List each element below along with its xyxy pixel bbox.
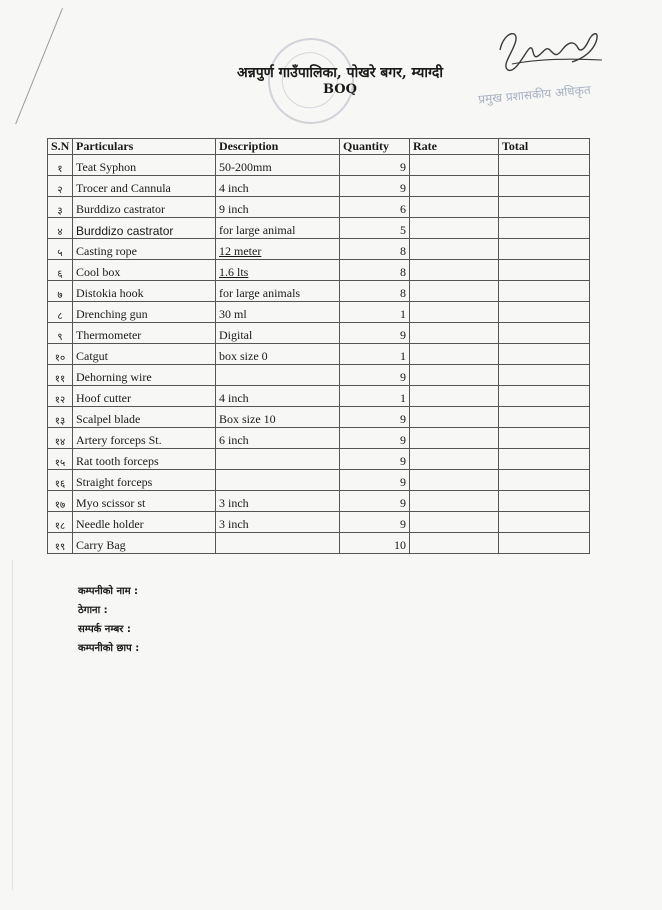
cell-particulars-text: Rat tooth forceps	[76, 454, 159, 468]
cell-particulars-text: Scalpel blade	[76, 412, 141, 426]
table-row	[48, 176, 590, 197]
boq-table	[47, 138, 590, 554]
cell-description-text: 3 inch	[219, 517, 249, 531]
cell-particulars-text: Drenching gun	[76, 307, 148, 321]
cell-description	[216, 386, 340, 407]
cell-total	[499, 176, 590, 197]
header-description: Description	[216, 139, 340, 155]
cell-quantity	[340, 281, 410, 302]
cell-particulars	[73, 155, 216, 176]
table-header-row	[48, 139, 590, 155]
cell-description-text: 3 inch	[219, 496, 249, 510]
cell-total	[499, 407, 590, 428]
table-row	[48, 155, 590, 176]
cell-total	[499, 155, 590, 176]
header-rate: Rate	[410, 139, 499, 155]
cell-description	[216, 491, 340, 512]
signature	[492, 20, 612, 80]
cell-sn-text: १२	[54, 395, 66, 406]
cell-description	[216, 218, 340, 239]
cell-sn	[48, 407, 73, 428]
cell-particulars-text: Straight forceps	[76, 475, 153, 489]
cell-sn	[48, 155, 73, 176]
cell-description	[216, 155, 340, 176]
cell-description-text: 4 inch	[219, 181, 249, 195]
cell-sn-text: ९	[57, 332, 63, 343]
cell-sn-text: १९	[54, 542, 66, 553]
table-row	[48, 281, 590, 302]
cell-particulars-text: Burddizo castrator	[76, 202, 165, 216]
cell-description	[216, 239, 340, 260]
cell-description-text: Box size 10	[219, 412, 276, 426]
cell-sn	[48, 470, 73, 491]
cell-description	[216, 197, 340, 218]
cell-particulars	[73, 512, 216, 533]
table-row	[48, 512, 590, 533]
cell-quantity-text: 5	[400, 223, 406, 237]
document-subtitle: BOQ	[323, 82, 357, 97]
table-row	[48, 470, 590, 491]
cell-description	[216, 365, 340, 386]
cell-sn-text: १५	[54, 458, 66, 469]
cell-quantity	[340, 407, 410, 428]
scan-artifact-line	[15, 8, 63, 124]
cell-total	[499, 533, 590, 554]
table-row	[48, 260, 590, 281]
cell-description-text: 4 inch	[219, 391, 249, 405]
table-row	[48, 323, 590, 344]
cell-description-text: for large animals	[219, 286, 301, 300]
cell-rate	[410, 428, 499, 449]
cell-sn-text: १८	[54, 521, 66, 532]
cell-total	[499, 218, 590, 239]
cell-total	[499, 470, 590, 491]
cell-rate	[410, 281, 499, 302]
cell-description	[216, 449, 340, 470]
table-row	[48, 239, 590, 260]
cell-quantity-text: 8	[400, 265, 406, 279]
cell-quantity	[340, 323, 410, 344]
cell-quantity-text: 9	[400, 328, 406, 342]
header-sn: S.N	[48, 139, 73, 155]
cell-rate	[410, 239, 499, 260]
cell-total	[499, 491, 590, 512]
cell-particulars-text: Distokia hook	[76, 286, 144, 300]
cell-quantity-text: 10	[394, 538, 406, 552]
cell-rate	[410, 176, 499, 197]
cell-particulars-text: Carry Bag	[76, 538, 126, 552]
cell-particulars	[73, 323, 216, 344]
company-seal-label: कम्पनीको छाप :	[78, 643, 140, 654]
cell-particulars	[73, 281, 216, 302]
cell-total	[499, 344, 590, 365]
cell-rate	[410, 470, 499, 491]
cell-sn-text: ५	[57, 248, 63, 259]
document-title: अन्नपुर्ण गाउँपालिका, पोखरे बगर, म्याग्दी	[237, 65, 443, 81]
table-row	[48, 491, 590, 512]
cell-particulars-text: Casting rope	[76, 244, 137, 258]
cell-sn	[48, 344, 73, 365]
cell-description-text: for large animal	[219, 223, 296, 237]
document-header	[200, 64, 480, 98]
table-body	[48, 155, 590, 554]
table-row	[48, 386, 590, 407]
cell-description-text: 30 ml	[219, 307, 247, 321]
cell-total	[499, 323, 590, 344]
cell-sn-text: ६	[57, 269, 63, 280]
cell-total	[499, 239, 590, 260]
cell-quantity-text: 1	[400, 307, 406, 321]
cell-description	[216, 281, 340, 302]
header-quantity: Quantity	[340, 139, 410, 155]
cell-total	[499, 428, 590, 449]
cell-sn	[48, 281, 73, 302]
cell-description-text: 1.6 lts	[219, 265, 249, 279]
cell-quantity	[340, 386, 410, 407]
header-particulars: Particulars	[73, 139, 216, 155]
table-row	[48, 449, 590, 470]
cell-particulars	[73, 533, 216, 554]
cell-particulars	[73, 218, 216, 239]
cell-sn	[48, 239, 73, 260]
cell-description	[216, 533, 340, 554]
cell-quantity-text: 1	[400, 349, 406, 363]
cell-quantity	[340, 428, 410, 449]
cell-particulars	[73, 197, 216, 218]
cell-quantity-text: 8	[400, 244, 406, 258]
cell-quantity-text: 9	[400, 412, 406, 426]
cell-particulars	[73, 470, 216, 491]
cell-particulars-text: Needle holder	[76, 517, 144, 531]
cell-particulars-text: Cool box	[76, 265, 121, 279]
cell-sn	[48, 176, 73, 197]
cell-quantity	[340, 239, 410, 260]
cell-description-text: 12 meter	[219, 244, 262, 258]
cell-particulars	[73, 302, 216, 323]
cell-quantity-text: 9	[400, 433, 406, 447]
cell-particulars	[73, 176, 216, 197]
scan-artifact-line	[12, 560, 13, 890]
cell-total	[499, 302, 590, 323]
cell-quantity	[340, 491, 410, 512]
cell-quantity	[340, 533, 410, 554]
cell-rate	[410, 407, 499, 428]
cell-sn-text: ११	[54, 374, 66, 385]
cell-particulars	[73, 491, 216, 512]
cell-total	[499, 512, 590, 533]
table-row	[48, 407, 590, 428]
cell-sn	[48, 428, 73, 449]
cell-rate	[410, 323, 499, 344]
cell-particulars	[73, 239, 216, 260]
cell-quantity	[340, 344, 410, 365]
cell-rate	[410, 155, 499, 176]
cell-particulars-text: Catgut	[76, 349, 108, 363]
cell-particulars-text: Burddizo castrator	[76, 224, 174, 238]
cell-sn	[48, 533, 73, 554]
cell-description	[216, 176, 340, 197]
cell-quantity	[340, 218, 410, 239]
cell-quantity-text: 1	[400, 391, 406, 405]
cell-rate	[410, 533, 499, 554]
cell-rate	[410, 491, 499, 512]
cell-description	[216, 344, 340, 365]
cell-description-text: 9 inch	[219, 202, 249, 216]
cell-quantity	[340, 197, 410, 218]
cell-sn-text: ३	[57, 206, 63, 217]
cell-description	[216, 302, 340, 323]
cell-sn-text: १६	[54, 479, 66, 490]
cell-sn	[48, 218, 73, 239]
cell-quantity-text: 9	[400, 475, 406, 489]
cell-quantity-text: 9	[400, 181, 406, 195]
table-row	[48, 344, 590, 365]
cell-particulars-text: Hoof cutter	[76, 391, 131, 405]
cell-quantity-text: 9	[400, 160, 406, 174]
cell-sn-text: ७	[57, 290, 63, 301]
cell-quantity	[340, 365, 410, 386]
cell-total	[499, 260, 590, 281]
cell-sn	[48, 260, 73, 281]
cell-rate	[410, 365, 499, 386]
cell-total	[499, 386, 590, 407]
cell-total	[499, 197, 590, 218]
cell-description	[216, 260, 340, 281]
cell-particulars-text: Thermometer	[76, 328, 142, 342]
cell-particulars-text: Dehorning wire	[76, 370, 152, 384]
table-row	[48, 302, 590, 323]
cell-rate	[410, 218, 499, 239]
cell-description-text: 6 inch	[219, 433, 249, 447]
cell-sn-text: ८	[57, 311, 63, 322]
cell-description	[216, 428, 340, 449]
cell-sn	[48, 386, 73, 407]
company-name-label: कम्पनीको नाम :	[78, 586, 139, 597]
cell-quantity	[340, 176, 410, 197]
cell-sn-text: १०	[54, 353, 66, 364]
cell-rate	[410, 302, 499, 323]
cell-sn	[48, 302, 73, 323]
cell-particulars-text: Artery forceps St.	[76, 433, 162, 447]
cell-quantity-text: 9	[400, 370, 406, 384]
cell-particulars	[73, 428, 216, 449]
cell-particulars	[73, 260, 216, 281]
cell-sn	[48, 197, 73, 218]
cell-sn-text: २	[57, 185, 63, 196]
cell-particulars	[73, 386, 216, 407]
cell-quantity	[340, 470, 410, 491]
header-total: Total	[499, 139, 590, 155]
cell-rate	[410, 197, 499, 218]
cell-quantity	[340, 449, 410, 470]
cell-description	[216, 512, 340, 533]
cell-rate	[410, 260, 499, 281]
cell-total	[499, 365, 590, 386]
cell-rate	[410, 344, 499, 365]
table-row	[48, 218, 590, 239]
cell-particulars	[73, 407, 216, 428]
cell-description	[216, 470, 340, 491]
cell-particulars	[73, 344, 216, 365]
cell-quantity-text: 9	[400, 454, 406, 468]
officer-stamp-text: प्रमुख प्रशासकीय अधिकृत	[477, 82, 592, 107]
cell-sn	[48, 323, 73, 344]
cell-total	[499, 449, 590, 470]
cell-quantity-text: 9	[400, 496, 406, 510]
cell-sn	[48, 491, 73, 512]
cell-quantity-text: 8	[400, 286, 406, 300]
table-row	[48, 533, 590, 554]
cell-rate	[410, 386, 499, 407]
cell-quantity	[340, 302, 410, 323]
company-contact-label: सम्पर्क नम्बर :	[78, 624, 131, 635]
cell-total	[499, 281, 590, 302]
cell-description	[216, 407, 340, 428]
cell-quantity	[340, 155, 410, 176]
cell-particulars-text: Teat Syphon	[76, 160, 137, 174]
table-row	[48, 197, 590, 218]
cell-sn	[48, 365, 73, 386]
cell-description-text: box size 0	[219, 349, 268, 363]
cell-sn-text: १७	[54, 500, 66, 511]
cell-sn-text: १	[57, 164, 63, 175]
cell-rate	[410, 449, 499, 470]
cell-particulars-text: Myo scissor st	[76, 496, 146, 510]
cell-particulars-text: Trocer and Cannula	[76, 181, 171, 195]
cell-particulars	[73, 449, 216, 470]
company-details	[78, 582, 139, 658]
cell-sn-text: १३	[54, 416, 66, 427]
cell-quantity	[340, 260, 410, 281]
company-address-label: ठेगाना :	[78, 605, 108, 616]
cell-quantity-text: 9	[400, 517, 406, 531]
cell-quantity-text: 6	[400, 202, 406, 216]
cell-sn	[48, 512, 73, 533]
cell-description	[216, 323, 340, 344]
cell-quantity	[340, 512, 410, 533]
table-row	[48, 428, 590, 449]
cell-sn-text: ४	[57, 227, 63, 238]
cell-particulars	[73, 365, 216, 386]
cell-sn	[48, 449, 73, 470]
cell-rate	[410, 512, 499, 533]
table-row	[48, 365, 590, 386]
cell-description-text: Digital	[219, 328, 253, 342]
cell-description-text: 50-200mm	[219, 160, 272, 174]
cell-sn-text: १४	[54, 437, 66, 448]
